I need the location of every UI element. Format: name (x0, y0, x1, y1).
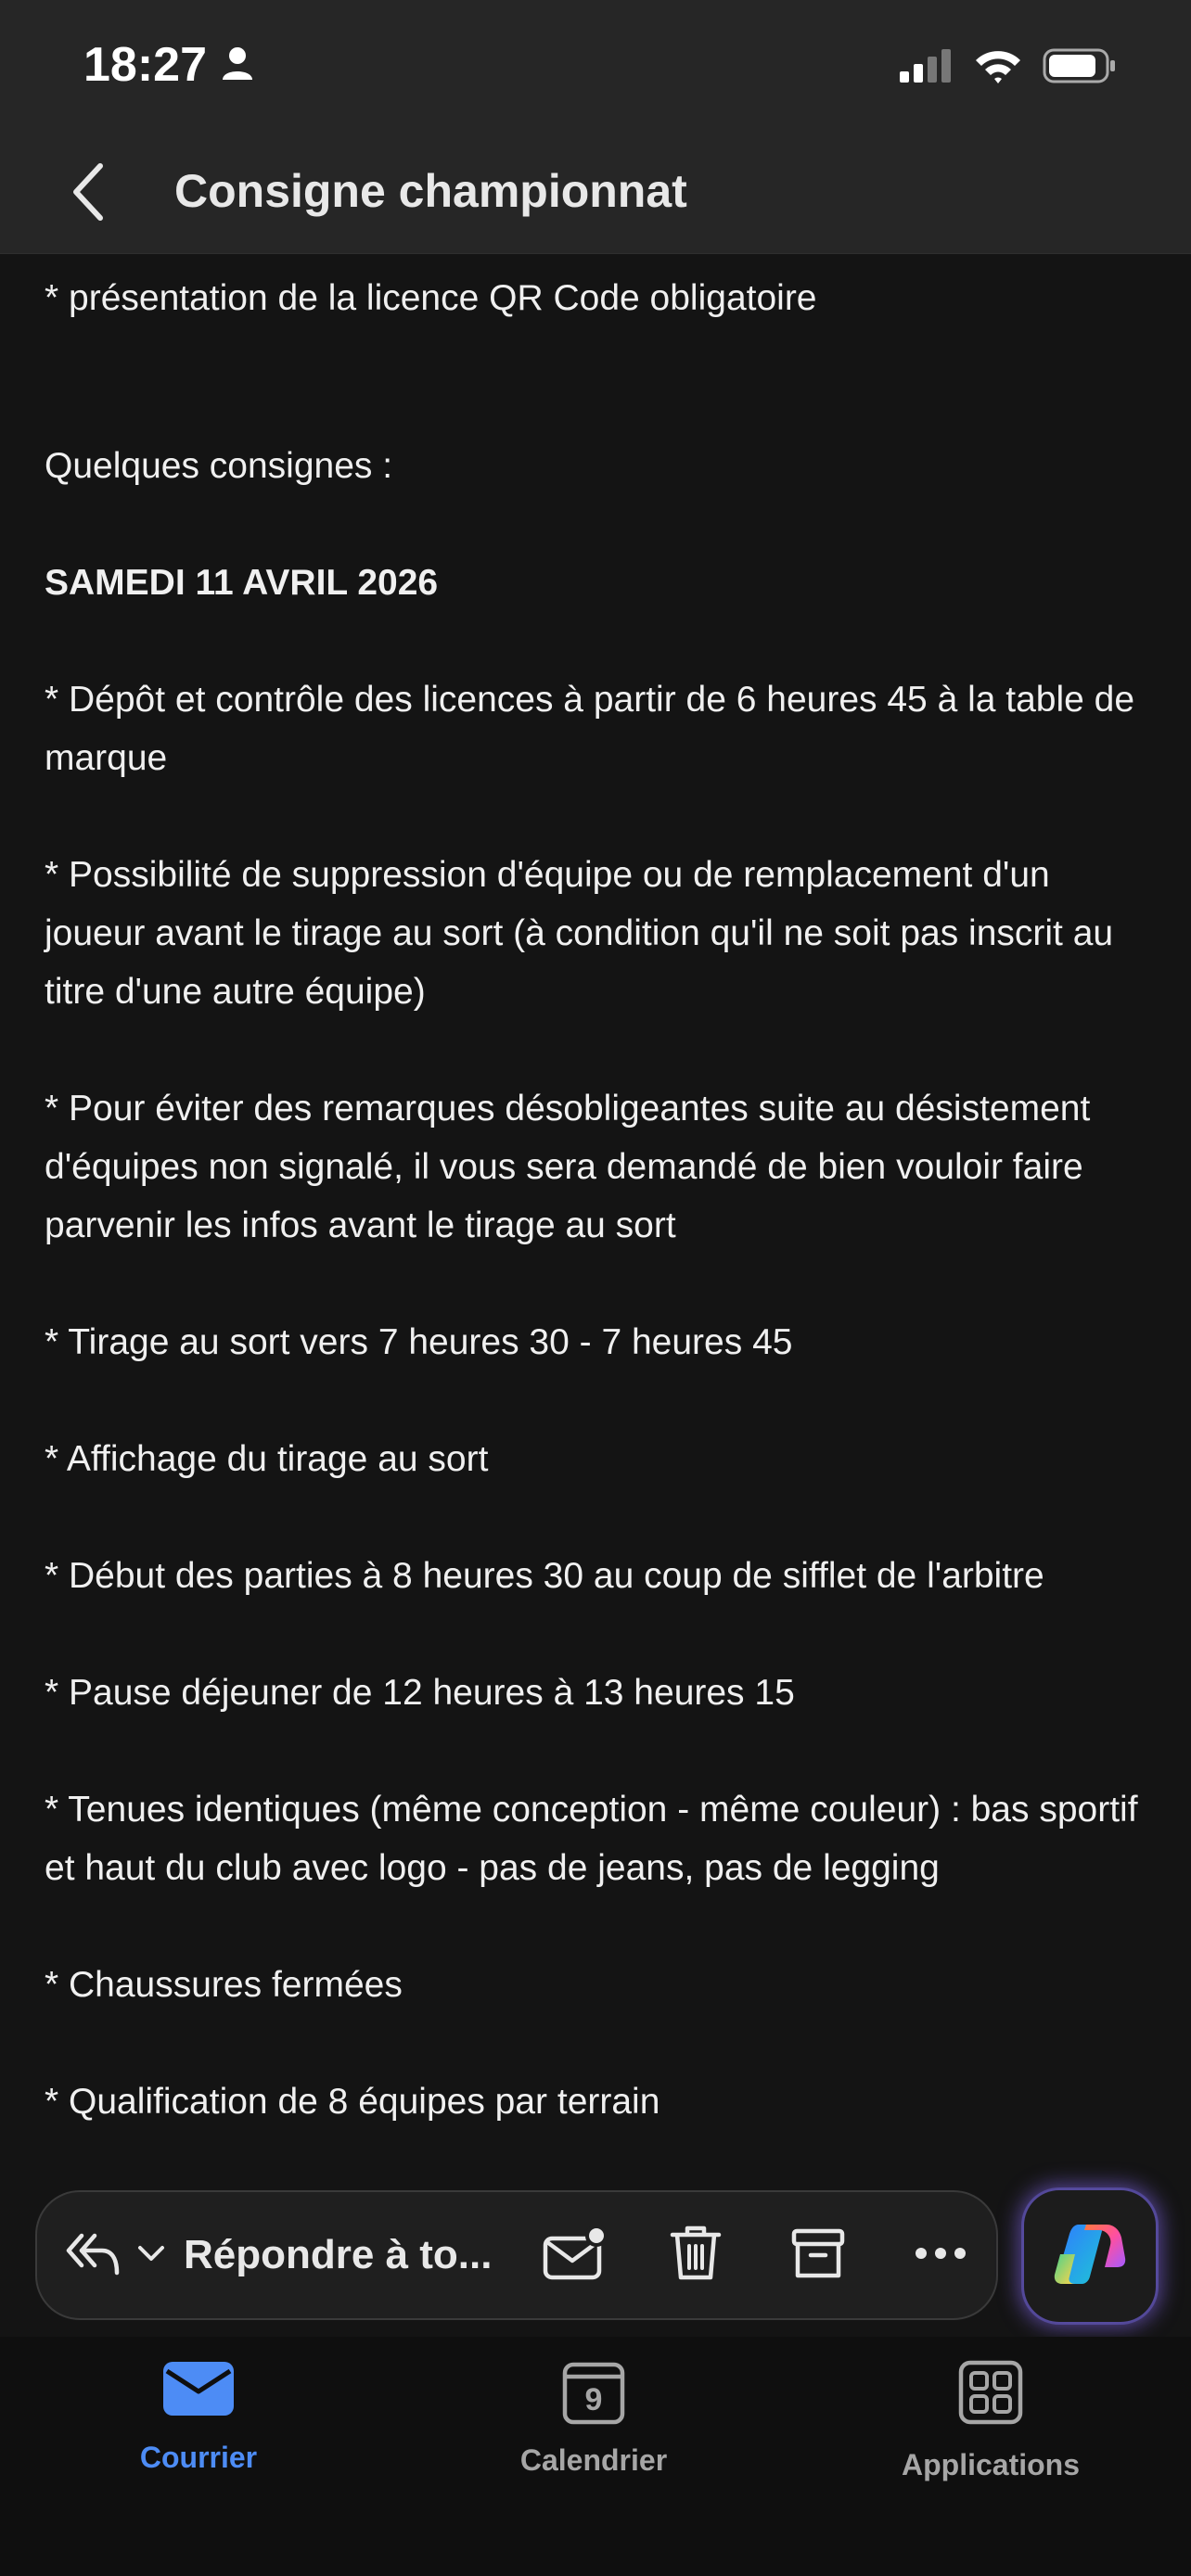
person-icon (222, 37, 253, 93)
tab-label: Calendrier (519, 2443, 668, 2477)
archive-icon (790, 2225, 846, 2286)
mark-unread-button[interactable] (538, 2218, 612, 2292)
list-item: * Affichage du tirage au sort (45, 1439, 489, 1479)
chevron-down-icon[interactable] (137, 2244, 165, 2267)
reply-all-icon (65, 2230, 121, 2281)
message-action-bar (35, 2190, 998, 2320)
apps-grid-icon (958, 2360, 1023, 2429)
tab-bar (0, 2337, 1191, 2576)
calendar-icon (562, 2360, 625, 2425)
body-line: * présentation de la licence QR Code obligatoire (45, 278, 817, 318)
delete-button[interactable] (659, 2218, 733, 2292)
list-item: * Pour éviter des remarques désobligeantes suite au désistement d'équipes non signalé, il vous sera demandé de bien vouloir faire parvenir les infos avant le tirage au sort (45, 1089, 1091, 1245)
list-item: * Chaussures fermées (45, 1965, 403, 2005)
mail-unread-icon (543, 2225, 608, 2286)
cellular-signal-icon (900, 49, 954, 87)
clock: 18:27 (83, 38, 207, 92)
copilot-button[interactable] (1024, 2190, 1156, 2322)
body-line: Quelques consignes : (45, 446, 393, 486)
list-item: * Tirage au sort vers 7 heures 30 - 7 heures 45 (45, 1322, 793, 1362)
list-item: * Pause déjeuner de 12 heures à 13 heures 15 (45, 1673, 795, 1713)
back-button[interactable] (54, 160, 121, 227)
list-item: * Dépôt et contrôle des licences à partir de 6 heures 45 à la table de marque (45, 680, 1135, 778)
tab-applications[interactable] (852, 2360, 1130, 2518)
email-body (45, 269, 1148, 2131)
more-icon (915, 2247, 967, 2264)
tab-label: Applications (901, 2448, 1080, 2481)
wifi-icon (974, 48, 1022, 88)
mail-icon (161, 2360, 236, 2422)
reply-label: Répondre à to... (184, 2232, 493, 2277)
date-heading: SAMEDI 11 AVRIL 2026 (45, 563, 439, 603)
tab-courrier[interactable] (59, 2360, 338, 2518)
calendar-day: 9 (584, 2382, 603, 2417)
more-button[interactable] (903, 2218, 978, 2292)
tab-label: Courrier (139, 2441, 258, 2474)
battery-icon (1043, 48, 1117, 88)
reply-all-button[interactable] (65, 2192, 492, 2318)
list-item: * Possibilité de suppression d'équipe ou de remplacement d'un joueur avant le tirage au sort (à condition qu'il ne soit pas inscrit au titre d'une autre équipe) (45, 855, 1114, 1012)
trash-icon (669, 2224, 723, 2288)
page-title: Consigne championnat (174, 165, 687, 217)
list-item: * Qualification de 8 équipes par terrain (45, 2082, 660, 2122)
status-bar (0, 0, 1191, 134)
chevron-left-icon (69, 162, 106, 226)
list-item: * Tenues identiques (même conception - même couleur) : bas sportif et haut du club avec logo - pas de jeans, pas de legging (45, 1790, 1138, 1888)
tab-calendrier[interactable] (455, 2360, 733, 2518)
copilot-icon (1051, 2221, 1129, 2292)
status-time (83, 37, 253, 93)
list-item: * Début des parties à 8 heures 30 au coup de sifflet de l'arbitre (45, 1556, 1044, 1596)
status-icons (900, 48, 1117, 88)
header (0, 134, 1191, 254)
archive-button[interactable] (781, 2218, 855, 2292)
